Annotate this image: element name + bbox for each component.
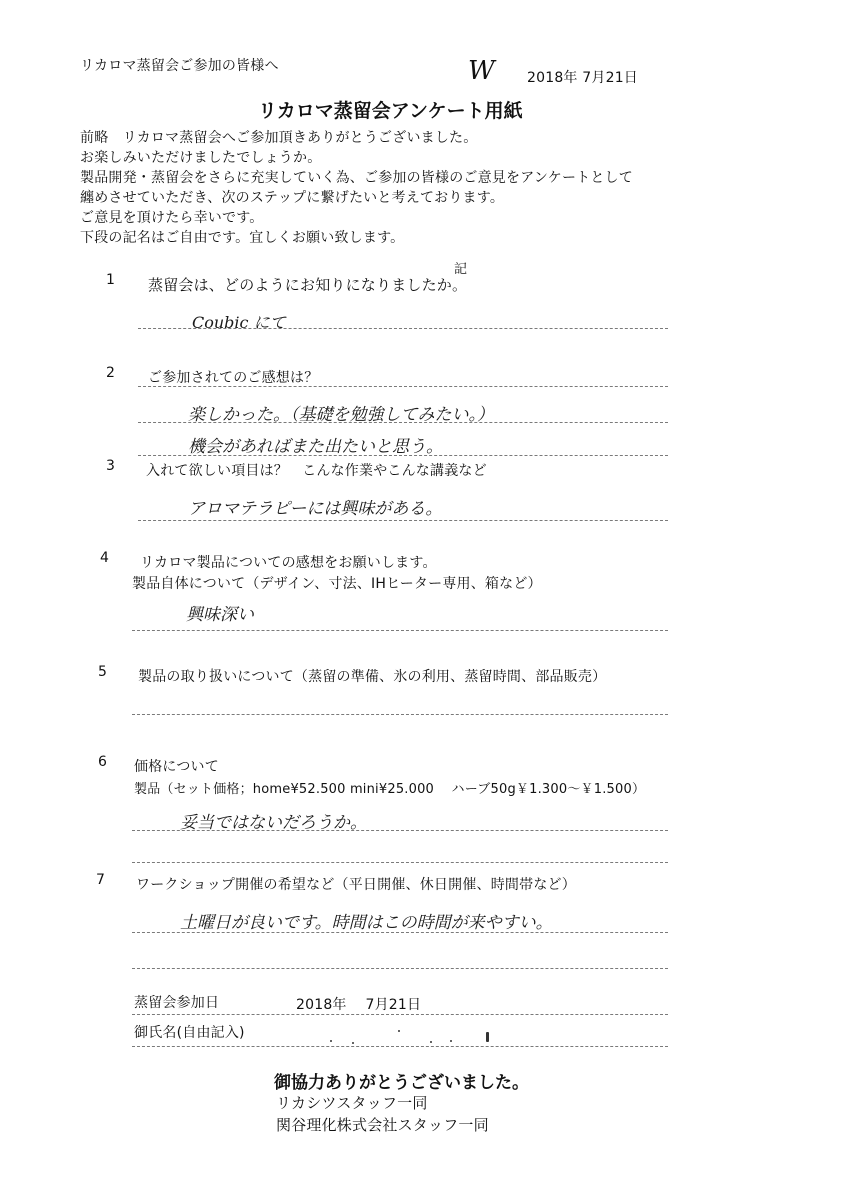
question-number: 5	[98, 664, 107, 680]
answer-line	[132, 932, 668, 933]
question-number: 6	[98, 754, 107, 770]
answer-line	[132, 714, 668, 715]
answer-line	[138, 520, 668, 521]
question-number: 7	[96, 872, 105, 888]
ki-mark: 記	[454, 262, 468, 277]
question-text: 価格について	[134, 759, 219, 775]
answer-line	[132, 830, 668, 831]
answer-line	[138, 422, 668, 423]
name-label: 御氏名(自由記入)	[134, 1025, 245, 1041]
question-text: 製品自体について（デザイン、寸法、IHヒーター専用、箱など）	[132, 576, 542, 592]
answer-text: 妥当ではないだろうか。	[180, 813, 367, 833]
intro-line: お楽しみいただけましたでしょうか。	[80, 150, 322, 166]
intro-line: ご意見を頂けたら幸いです。	[80, 210, 264, 226]
header-date: 2018年 7月21日	[527, 70, 639, 86]
participation-date-value: 2018年 7月21日	[296, 997, 422, 1013]
answer-line	[132, 862, 668, 863]
intro-line: 下段の記名はご自由です。宜しくお願い致します。	[80, 230, 405, 246]
answer-line	[132, 968, 668, 969]
question-number: 1	[106, 272, 115, 288]
answer-text: 土曜日が良いです。時間はこの時間が来やすい。	[180, 913, 553, 933]
question-text: 製品の取り扱いについて（蒸留の準備、氷の利用、蒸留時間、部品販売）	[138, 669, 607, 685]
intro-line: 製品開発・蒸留会をさらに充実していく為、ご参加の皆様のご意見をアンケートとして	[80, 170, 633, 186]
answer-text: Coubic にて	[192, 313, 286, 332]
question-text: ワークショップ開催の希望など（平日開催、休日開催、時間帯など）	[136, 877, 576, 893]
thanks-message: 御協力ありがとうございました。	[274, 1073, 529, 1093]
intro-line: 前略 リカロマ蒸留会へご参加頂きありがとうございました。	[80, 130, 478, 146]
handwritten-mark: W	[468, 56, 495, 86]
question-text: ご参加されてのご感想は？	[148, 370, 319, 386]
addressee: リカロマ蒸留会ご参加の皆様へ	[80, 58, 279, 74]
answer-text: 興味深い	[186, 605, 254, 625]
answer-line	[132, 1046, 668, 1047]
answer-line	[132, 630, 668, 631]
answer-line	[138, 386, 668, 387]
question-text: リカロマ製品についての感想をお願いします。	[140, 555, 437, 571]
question-number: 3	[106, 458, 115, 474]
question-number: 4	[100, 550, 109, 566]
answer-line	[138, 328, 668, 329]
answer-text: 楽しかった。（基礎を勉強してみたい。）	[188, 405, 494, 425]
question-text: 蒸留会は、どのようにお知りになりましたか。	[148, 276, 468, 294]
staff-line: リカシツスタッフ一同	[276, 1094, 428, 1112]
staff-line: 関谷理化株式会社スタッフ一同	[276, 1116, 489, 1134]
answer-text: 機会があればまた出たいと思う。	[188, 437, 443, 457]
page-title: リカロマ蒸留会アンケート用紙	[258, 100, 523, 122]
question-text: 入れて欲しい項目は？ こんな作業やこんな講義など	[146, 463, 487, 479]
answer-line	[138, 455, 668, 456]
answer-text: アロマテラピーには興味がある。	[188, 499, 443, 519]
question-number: 2	[106, 365, 115, 381]
participation-date-label: 蒸留会参加日	[134, 995, 220, 1011]
intro-line: 纏めさせていただき、次のステップに繋げたいと考えております。	[80, 190, 505, 206]
answer-line	[132, 1014, 668, 1015]
question-text: 製品（セット価格；home¥52.500 mini¥25.000 ハーブ50g￥1.300～￥1.500）	[134, 782, 646, 797]
